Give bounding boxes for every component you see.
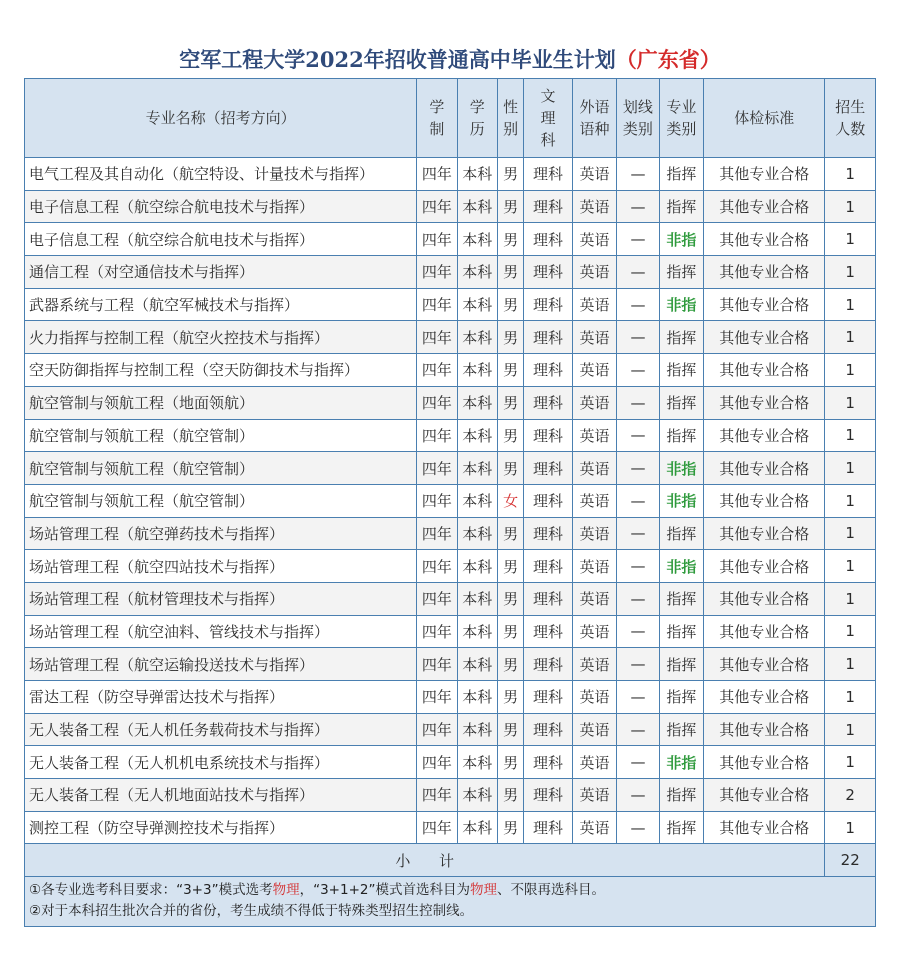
- cell-degree: 本科: [457, 746, 497, 779]
- cell-length: 四年: [417, 746, 457, 779]
- cell-gender: 男: [497, 779, 523, 812]
- cell-physical-standard: 其他专业合格: [704, 517, 825, 550]
- cell-physical-standard: 其他专业合格: [704, 256, 825, 289]
- cell-degree: 本科: [457, 779, 497, 812]
- cell-line-type: —: [617, 746, 659, 779]
- cell-language: 英语: [572, 779, 616, 812]
- cell-enrollment-count: 1: [825, 746, 876, 779]
- cell-enrollment-count: 1: [825, 354, 876, 387]
- table-row: [25, 386, 876, 419]
- cell-line-type: —: [617, 550, 659, 583]
- cell-line-type: —: [617, 648, 659, 681]
- cell-degree: 本科: [457, 354, 497, 387]
- cell-enrollment-count: 1: [825, 582, 876, 615]
- cell-length: 四年: [417, 779, 457, 812]
- cell-major-name: 场站管理工程（航空油料、管线技术与指挥）: [25, 615, 417, 648]
- cell-enrollment-count: 1: [825, 190, 876, 223]
- cell-major-name: 通信工程（对空通信技术与指挥）: [25, 256, 417, 289]
- cell-length: 四年: [417, 321, 457, 354]
- cell-length: 四年: [417, 354, 457, 387]
- cell-major-name: 测控工程（防空导弹测控技术与指挥）: [25, 811, 417, 844]
- cell-line-type: —: [617, 158, 659, 191]
- header-degree: 学 历: [457, 79, 497, 158]
- cell-language: 英语: [572, 582, 616, 615]
- cell-physical-standard: 其他专业合格: [704, 550, 825, 583]
- cell-language: 英语: [572, 517, 616, 550]
- cell-language: 英语: [572, 713, 616, 746]
- cell-line-type: —: [617, 288, 659, 321]
- cell-degree: 本科: [457, 648, 497, 681]
- cell-enrollment-count: 1: [825, 256, 876, 289]
- cell-length: 四年: [417, 550, 457, 583]
- cell-enrollment-count: 1: [825, 484, 876, 517]
- cell-line-type: —: [617, 681, 659, 714]
- cell-science: 理科: [524, 484, 573, 517]
- cell-language: 英语: [572, 811, 616, 844]
- cell-science: 理科: [524, 452, 573, 485]
- cell-major-type: 指挥: [659, 517, 703, 550]
- cell-enrollment-count: 1: [825, 681, 876, 714]
- cell-degree: 本科: [457, 582, 497, 615]
- cell-enrollment-count: 1: [825, 517, 876, 550]
- cell-degree: 本科: [457, 681, 497, 714]
- cell-physical-standard: 其他专业合格: [704, 190, 825, 223]
- cell-length: 四年: [417, 615, 457, 648]
- cell-gender: 男: [497, 321, 523, 354]
- cell-physical-standard: 其他专业合格: [704, 648, 825, 681]
- cell-major-type: 非指: [659, 452, 703, 485]
- cell-science: 理科: [524, 223, 573, 256]
- cell-physical-standard: 其他专业合格: [704, 386, 825, 419]
- cell-line-type: —: [617, 386, 659, 419]
- cell-major-type: 指挥: [659, 582, 703, 615]
- cell-gender: 男: [497, 681, 523, 714]
- cell-science: 理科: [524, 158, 573, 191]
- cell-physical-standard: 其他专业合格: [704, 321, 825, 354]
- cell-major-name: 无人装备工程（无人机机电系统技术与指挥）: [25, 746, 417, 779]
- cell-major-type: 非指: [659, 746, 703, 779]
- cell-major-type: 指挥: [659, 158, 703, 191]
- cell-degree: 本科: [457, 713, 497, 746]
- header-physical-standard: 体检标准: [704, 79, 825, 158]
- table-row: [25, 779, 876, 812]
- cell-gender: 男: [497, 288, 523, 321]
- cell-major-name: 无人装备工程（无人机地面站技术与指挥）: [25, 779, 417, 812]
- notes-box: [24, 877, 876, 927]
- cell-physical-standard: 其他专业合格: [704, 582, 825, 615]
- table-row: [25, 615, 876, 648]
- cell-major-type: 非指: [659, 550, 703, 583]
- table-row: [25, 288, 876, 321]
- table-body: [25, 158, 876, 877]
- cell-language: 英语: [572, 615, 616, 648]
- cell-gender: 男: [497, 158, 523, 191]
- cell-language: 英语: [572, 681, 616, 714]
- cell-line-type: —: [617, 615, 659, 648]
- cell-degree: 本科: [457, 517, 497, 550]
- cell-major-type: 指挥: [659, 321, 703, 354]
- cell-physical-standard: 其他专业合格: [704, 713, 825, 746]
- cell-line-type: —: [617, 484, 659, 517]
- table-row: [25, 713, 876, 746]
- table-row: [25, 746, 876, 779]
- cell-gender: 男: [497, 223, 523, 256]
- cell-gender: 男: [497, 550, 523, 583]
- table-row: [25, 484, 876, 517]
- cell-degree: 本科: [457, 484, 497, 517]
- cell-science: 理科: [524, 648, 573, 681]
- cell-science: 理科: [524, 582, 573, 615]
- header-major-name: 专业名称（招考方向）: [25, 79, 417, 158]
- cell-science: 理科: [524, 681, 573, 714]
- cell-degree: 本科: [457, 288, 497, 321]
- subtotal-value: 22: [825, 844, 876, 877]
- table-row: [25, 321, 876, 354]
- header-enrollment-count: 招生 人数: [825, 79, 876, 158]
- table-row: [25, 517, 876, 550]
- table-row: [25, 354, 876, 387]
- cell-length: 四年: [417, 223, 457, 256]
- cell-line-type: —: [617, 517, 659, 550]
- cell-enrollment-count: 1: [825, 419, 876, 452]
- cell-length: 四年: [417, 158, 457, 191]
- cell-gender: 男: [497, 648, 523, 681]
- cell-enrollment-count: 1: [825, 158, 876, 191]
- cell-degree: 本科: [457, 419, 497, 452]
- cell-major-type: 指挥: [659, 713, 703, 746]
- cell-major-name: 航空管制与领航工程（地面领航）: [25, 386, 417, 419]
- cell-enrollment-count: 1: [825, 321, 876, 354]
- plan-table-container: [24, 78, 876, 927]
- cell-major-name: 场站管理工程（航空运输投送技术与指挥）: [25, 648, 417, 681]
- cell-major-name: 航空管制与领航工程（航空管制）: [25, 419, 417, 452]
- cell-physical-standard: 其他专业合格: [704, 779, 825, 812]
- table-row: [25, 190, 876, 223]
- cell-major-name: 雷达工程（防空导弹雷达技术与指挥）: [25, 681, 417, 714]
- cell-physical-standard: 其他专业合格: [704, 452, 825, 485]
- cell-line-type: —: [617, 321, 659, 354]
- cell-physical-standard: 其他专业合格: [704, 681, 825, 714]
- cell-line-type: —: [617, 811, 659, 844]
- cell-major-type: 指挥: [659, 811, 703, 844]
- cell-major-type: 非指: [659, 223, 703, 256]
- cell-science: 理科: [524, 321, 573, 354]
- table-row: [25, 811, 876, 844]
- cell-major-name: 航空管制与领航工程（航空管制）: [25, 484, 417, 517]
- cell-language: 英语: [572, 354, 616, 387]
- cell-gender: 女: [497, 484, 523, 517]
- subtotal-label: 小 计: [25, 844, 825, 877]
- cell-major-name: 武器系统与工程（航空军械技术与指挥）: [25, 288, 417, 321]
- cell-line-type: —: [617, 713, 659, 746]
- table-row: [25, 648, 876, 681]
- cell-degree: 本科: [457, 223, 497, 256]
- cell-gender: 男: [497, 419, 523, 452]
- table-row: [25, 223, 876, 256]
- cell-language: 英语: [572, 190, 616, 223]
- table-row: [25, 158, 876, 191]
- cell-gender: 男: [497, 386, 523, 419]
- cell-major-type: 指挥: [659, 419, 703, 452]
- table-row: [25, 419, 876, 452]
- cell-gender: 男: [497, 517, 523, 550]
- header-gender: 性 别: [497, 79, 523, 158]
- cell-gender: 男: [497, 811, 523, 844]
- cell-science: 理科: [524, 386, 573, 419]
- cell-length: 四年: [417, 190, 457, 223]
- table-row: [25, 582, 876, 615]
- cell-enrollment-count: 1: [825, 452, 876, 485]
- cell-science: 理科: [524, 288, 573, 321]
- cell-line-type: —: [617, 779, 659, 812]
- cell-science: 理科: [524, 615, 573, 648]
- cell-enrollment-count: 1: [825, 223, 876, 256]
- cell-degree: 本科: [457, 321, 497, 354]
- cell-enrollment-count: 1: [825, 648, 876, 681]
- cell-language: 英语: [572, 648, 616, 681]
- cell-science: 理科: [524, 746, 573, 779]
- cell-physical-standard: 其他专业合格: [704, 354, 825, 387]
- cell-major-name: 电子信息工程（航空综合航电技术与指挥）: [25, 190, 417, 223]
- note-line-2: ②对于本科招生批次合并的省份，考生成绩不得低于特殊类型招生控制线。: [29, 903, 474, 920]
- header-major-type: 专业 类别: [659, 79, 703, 158]
- cell-major-type: 指挥: [659, 648, 703, 681]
- cell-length: 四年: [417, 288, 457, 321]
- cell-degree: 本科: [457, 190, 497, 223]
- cell-gender: 男: [497, 713, 523, 746]
- cell-length: 四年: [417, 713, 457, 746]
- cell-length: 四年: [417, 386, 457, 419]
- cell-language: 英语: [572, 288, 616, 321]
- cell-language: 英语: [572, 452, 616, 485]
- cell-gender: 男: [497, 582, 523, 615]
- cell-major-type: 指挥: [659, 779, 703, 812]
- cell-science: 理科: [524, 517, 573, 550]
- subtotal-row: [25, 844, 876, 877]
- cell-line-type: —: [617, 190, 659, 223]
- cell-physical-standard: 其他专业合格: [704, 484, 825, 517]
- header-length: 学 制: [417, 79, 457, 158]
- cell-enrollment-count: 1: [825, 811, 876, 844]
- cell-line-type: —: [617, 452, 659, 485]
- cell-major-name: 场站管理工程（航材管理技术与指挥）: [25, 582, 417, 615]
- header-line-type: 划线 类别: [617, 79, 659, 158]
- note-line-1: ①各专业选考科目要求：“3+3”模式选考物理，“3+1+2”模式首选科目为物理、不限再选科目。: [29, 882, 605, 899]
- cell-major-name: 空天防御指挥与控制工程（空天防御技术与指挥）: [25, 354, 417, 387]
- cell-major-name: 无人装备工程（无人机任务载荷技术与指挥）: [25, 713, 417, 746]
- table-row: [25, 550, 876, 583]
- cell-physical-standard: 其他专业合格: [704, 158, 825, 191]
- table-row: [25, 256, 876, 289]
- cell-science: 理科: [524, 550, 573, 583]
- cell-length: 四年: [417, 582, 457, 615]
- cell-length: 四年: [417, 811, 457, 844]
- cell-major-type: 指挥: [659, 190, 703, 223]
- cell-science: 理科: [524, 811, 573, 844]
- cell-major-type: 指挥: [659, 256, 703, 289]
- cell-science: 理科: [524, 256, 573, 289]
- cell-language: 英语: [572, 256, 616, 289]
- cell-language: 英语: [572, 746, 616, 779]
- cell-degree: 本科: [457, 452, 497, 485]
- cell-science: 理科: [524, 354, 573, 387]
- cell-major-type: 指挥: [659, 681, 703, 714]
- cell-physical-standard: 其他专业合格: [704, 288, 825, 321]
- cell-language: 英语: [572, 223, 616, 256]
- cell-language: 英语: [572, 321, 616, 354]
- cell-line-type: —: [617, 354, 659, 387]
- cell-physical-standard: 其他专业合格: [704, 615, 825, 648]
- cell-enrollment-count: 1: [825, 386, 876, 419]
- table-header-row: [25, 79, 876, 158]
- cell-degree: 本科: [457, 615, 497, 648]
- cell-science: 理科: [524, 190, 573, 223]
- cell-physical-standard: 其他专业合格: [704, 811, 825, 844]
- cell-degree: 本科: [457, 550, 497, 583]
- cell-gender: 男: [497, 615, 523, 648]
- cell-line-type: —: [617, 419, 659, 452]
- cell-enrollment-count: 1: [825, 288, 876, 321]
- cell-degree: 本科: [457, 256, 497, 289]
- cell-major-type: 非指: [659, 484, 703, 517]
- cell-major-type: 指挥: [659, 354, 703, 387]
- cell-degree: 本科: [457, 158, 497, 191]
- cell-language: 英语: [572, 158, 616, 191]
- cell-degree: 本科: [457, 811, 497, 844]
- header-language: 外语 语种: [572, 79, 616, 158]
- cell-degree: 本科: [457, 386, 497, 419]
- cell-length: 四年: [417, 419, 457, 452]
- cell-enrollment-count: 1: [825, 615, 876, 648]
- cell-major-type: 指挥: [659, 386, 703, 419]
- title-main: 空军工程大学2022年招收普通高中毕业生计划: [179, 47, 616, 72]
- title-province: （广东省）: [615, 47, 721, 72]
- cell-line-type: —: [617, 256, 659, 289]
- cell-language: 英语: [572, 386, 616, 419]
- cell-gender: 男: [497, 190, 523, 223]
- cell-science: 理科: [524, 713, 573, 746]
- cell-science: 理科: [524, 419, 573, 452]
- cell-enrollment-count: 1: [825, 550, 876, 583]
- cell-major-name: 场站管理工程（航空四站技术与指挥）: [25, 550, 417, 583]
- cell-major-type: 指挥: [659, 615, 703, 648]
- cell-major-name: 电子信息工程（航空综合航电技术与指挥）: [25, 223, 417, 256]
- cell-length: 四年: [417, 517, 457, 550]
- page-title: [0, 44, 900, 74]
- enrollment-plan-table: [24, 78, 876, 877]
- cell-major-name: 场站管理工程（航空弹药技术与指挥）: [25, 517, 417, 550]
- cell-line-type: —: [617, 223, 659, 256]
- cell-major-name: 航空管制与领航工程（航空管制）: [25, 452, 417, 485]
- cell-major-name: 火力指挥与控制工程（航空火控技术与指挥）: [25, 321, 417, 354]
- cell-major-name: 电气工程及其自动化（航空特设、计量技术与指挥）: [25, 158, 417, 191]
- cell-enrollment-count: 1: [825, 713, 876, 746]
- cell-gender: 男: [497, 746, 523, 779]
- header-science: 文 理 科: [524, 79, 573, 158]
- cell-gender: 男: [497, 256, 523, 289]
- cell-physical-standard: 其他专业合格: [704, 419, 825, 452]
- table-row: [25, 452, 876, 485]
- cell-physical-standard: 其他专业合格: [704, 746, 825, 779]
- cell-gender: 男: [497, 354, 523, 387]
- cell-language: 英语: [572, 550, 616, 583]
- cell-science: 理科: [524, 779, 573, 812]
- cell-length: 四年: [417, 648, 457, 681]
- cell-length: 四年: [417, 452, 457, 485]
- cell-length: 四年: [417, 681, 457, 714]
- cell-major-type: 非指: [659, 288, 703, 321]
- cell-gender: 男: [497, 452, 523, 485]
- cell-language: 英语: [572, 484, 616, 517]
- cell-length: 四年: [417, 484, 457, 517]
- cell-line-type: —: [617, 582, 659, 615]
- cell-length: 四年: [417, 256, 457, 289]
- table-row: [25, 681, 876, 714]
- cell-language: 英语: [572, 419, 616, 452]
- cell-enrollment-count: 2: [825, 779, 876, 812]
- cell-physical-standard: 其他专业合格: [704, 223, 825, 256]
